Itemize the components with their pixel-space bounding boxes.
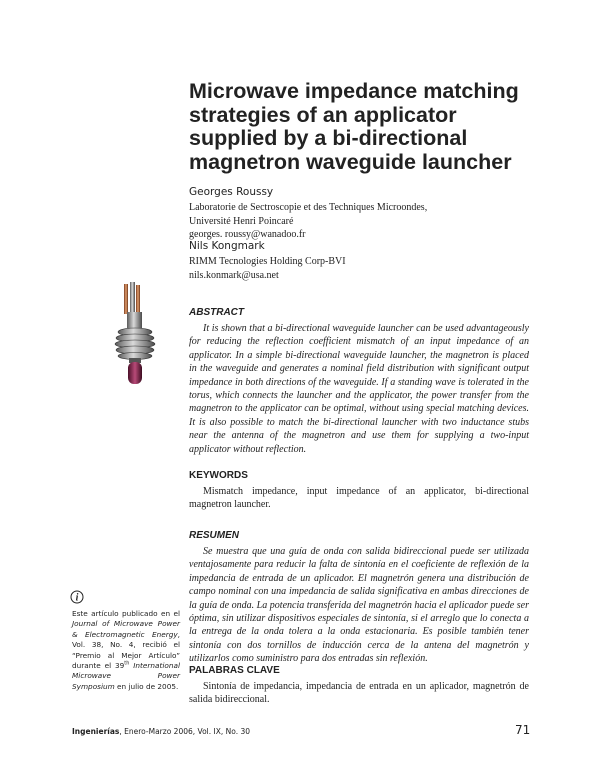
magnetron-illustration xyxy=(108,282,172,388)
title-line: supplied by a bi-directional xyxy=(189,126,468,150)
keywords-heading: KEYWORDS xyxy=(189,470,248,481)
info-icon xyxy=(70,590,84,604)
article-title xyxy=(189,80,549,174)
author-affiliation: Laboratorie de Sectroscopie et des Techniques Microondes, Université Henri Poincaré georges. roussy@wanadoo.fr xyxy=(189,202,428,240)
footer-issue: , Enero-Marzo 2006, Vol. IX, No. 30 xyxy=(119,727,251,736)
title-line: strategies of an applicator xyxy=(189,102,457,127)
info-icon-glyph: i xyxy=(75,592,79,604)
title-line: Microwave impedance matching xyxy=(189,79,519,103)
footer-journal: Ingenierías xyxy=(72,727,120,736)
keywords-text: Mismatch impedance, input impedance of an applicator, bi-directional magnetron launcher. xyxy=(189,486,529,511)
author-name: Georges Roussy xyxy=(189,186,274,198)
title-line: magnetron waveguide launcher xyxy=(189,149,512,174)
footer-citation xyxy=(72,727,250,736)
resumen-heading: RESUMEN xyxy=(189,530,240,541)
page-number: 71 xyxy=(515,723,531,737)
author-affiliation: RIMM Tecnologies Holding Corp-BVI nils.konmark@usa.net xyxy=(189,256,346,281)
author-name: Nils Kongmark xyxy=(189,240,265,252)
publication-note: Este artículo publicado en el Journal of Microwave Power & Electromagnetic Energy, Vol. 38, No. 4, recibió el “Premio al Mejor Artículo” durante el 39th International Microwave Power Symposium en julio de 2005. xyxy=(72,609,180,691)
palabras-clave-text: Sintonía de impedancia, impedancia de entrada en un aplicador, magnetrón de salida bidireccional. xyxy=(189,681,529,706)
abstract-text: It is shown that a bi-directional waveguide launcher can be used advantageously for reducing the reflection coefficient mismatch of an input impedance of an applicator. In a simple bi-directional waveguide launcher, the magnetron is placed in the waveguide and generates a nominal field distribution with significant output impedance in both directions of the waveguide. If a standing wave is tolerated in the torus, which connects the launcher and the applicator, the power transfer from the magnetron to the applicator can be optimal, without using special matching devices. It is also possible to match the bi-directional launcher with two inductance stubs near the antenna of the magnetron and use them for supplying a two-input applicator without reflection. xyxy=(189,323,529,455)
palabras-clave-heading: PALABRAS CLAVE xyxy=(189,665,280,676)
resumen-text: Se muestra que una guía de onda con salida bidireccional puede ser utilizada ventajosamente para reducir la falta de sintonía en el coeficiente de reflexión de la impedancia de entrada de un aplicador. El magnetrón genera una distribución de campo nominal con una impedancia de salida significativa en ambas direcciones de la guía de onda. La potencia transferida del magnetrón hacia el aplicador puede ser óptima, sin utilizar dispositivos especiales de sintonía, si el arreglo que lo conecta a la entrega de la onda tolera a la onda estacionaria. Es posible también tener sintonía con dos tornillos de inducción cerca de la antena del magnetrón y utilizarlos como suministro para dos entradas sin reflexión. xyxy=(189,546,529,665)
abstract-heading: ABSTRACT xyxy=(189,307,244,318)
